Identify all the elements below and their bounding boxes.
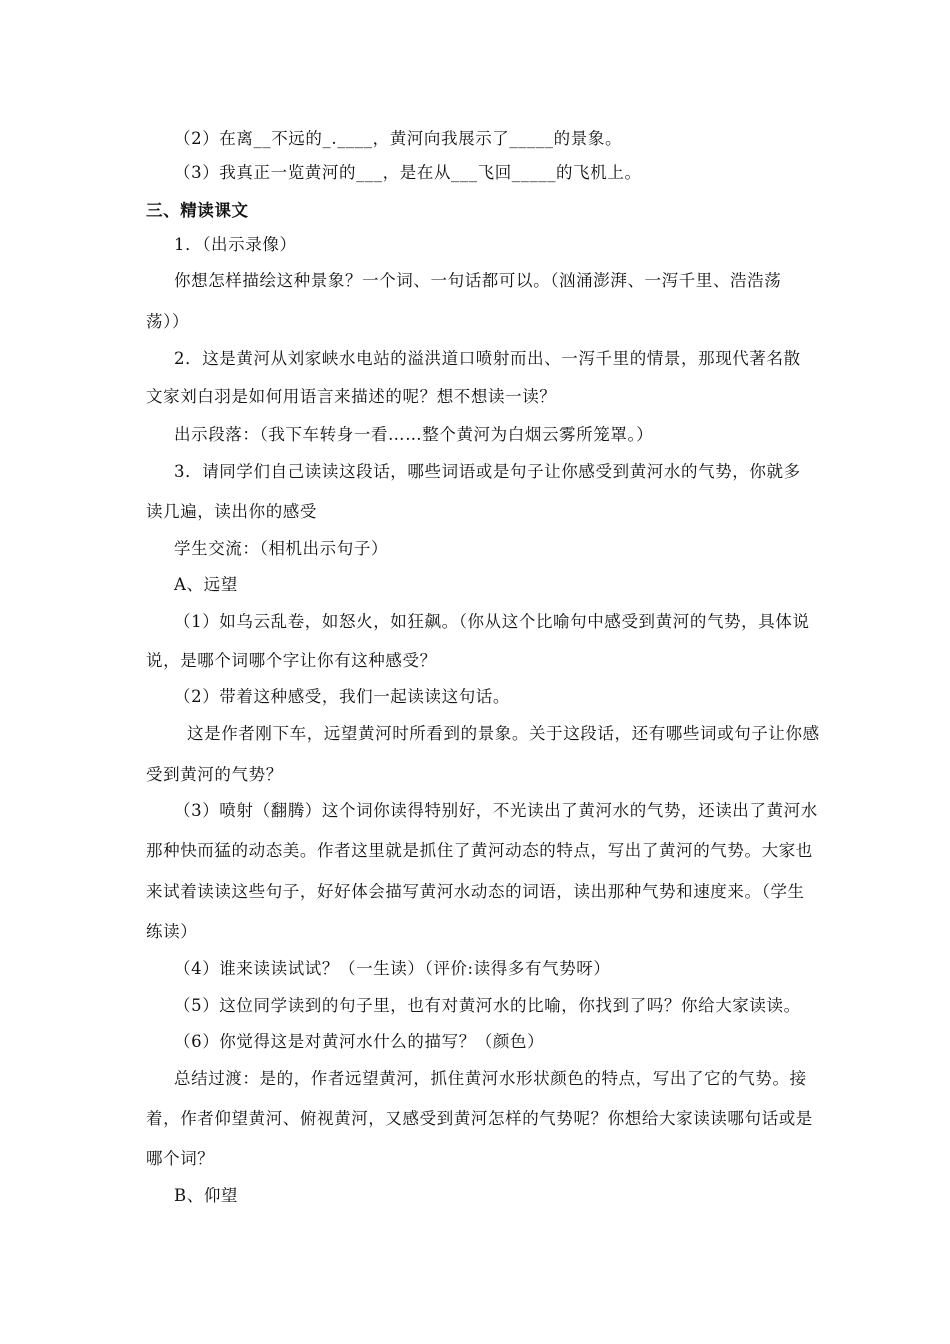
text-line: 这是作者刚下车，远望黄河时所看到的景象。关于这段话，还有哪些词或句子让你感 — [187, 724, 820, 743]
text-line: （1）如乌云乱卷，如怒火，如狂飙。（你从这个比喻句中感受到黄河的气势，具体说 — [174, 612, 810, 631]
text-line: 文家刘白羽是如何用语言来描述的呢？想不想读一读？ — [146, 387, 557, 406]
text-line: 总结过渡：是的，作者远望黄河，抓住黄河水形状颜色的特点，写出了它的气势。接 — [174, 1069, 807, 1088]
text-line: （6）你觉得这是对黄河水什么的描写？（颜色） — [174, 1032, 545, 1051]
text-line: 2．这是黄河从刘家峡水电站的溢洪道口喷射而出、一泻千里的情景，那现代著名散 — [174, 349, 801, 368]
text-line: 哪个词？ — [146, 1149, 215, 1168]
text-line: 来试着读读这些句子，好好体会描写黄河水动态的词语，读出那种气势和速度来。（学生 — [146, 882, 805, 901]
text-line: 练读） — [146, 922, 198, 941]
text-line: 你想怎样描绘这种景象？一个词、一句话都可以。（汹涌澎湃、一泻千里、浩浩荡 — [174, 271, 782, 290]
text-line: 说，是哪个词哪个字让你有这种感受？ — [146, 651, 437, 670]
text-line: （5）这位同学读到的句子里，也有对黄河水的比喻，你找到了吗？你给大家读读。 — [174, 996, 801, 1015]
text-line: （2）在离__不远的_.____，黄河向我展示了_____的景象。 — [174, 129, 623, 148]
section-heading: 三、精读课文 — [146, 201, 249, 220]
text-line: （4）谁来读读试试？（一生读）（评价:读得多有气势呀） — [174, 959, 611, 978]
text-line: 1．（出示录像） — [174, 235, 297, 254]
text-line: 3．请同学们自己读读这段话，哪些词语或是句子让你感受到黄河水的气势，你就多 — [174, 462, 801, 481]
text-line: 学生交流：（相机出示句子） — [174, 539, 389, 558]
text-line: 读几遍，读出你的感受 — [146, 502, 317, 521]
text-line: 受到黄河的气势？ — [146, 765, 283, 784]
text-line: （3）喷射（翻腾）这个词你读得特别好，不光读出了黄河水的气势，还读出了黄河水 — [174, 801, 818, 820]
text-line: （3）我真正一览黄河的___，是在从___飞回_____的飞机上。 — [174, 163, 642, 182]
text-line: A、远望 — [174, 575, 238, 594]
text-line: B、仰望 — [174, 1186, 239, 1205]
text-line: 出示段落：（我下车转身一看……整个黄河为白烟云雾所笼罩。） — [174, 425, 654, 444]
text-line: 荡）） — [146, 312, 190, 331]
text-line: （2）带着这种感受，我们一起读读这句话。 — [174, 687, 510, 706]
text-line: 着，作者仰望黄河、俯视黄河，又感受到黄河怎样的气势呢？你想给大家读读哪句话或是 — [146, 1109, 813, 1128]
text-line: 那种快而猛的动态美。作者这里就是抓住了黄河动态的特点，写出了黄河的气势。大家也 — [146, 841, 813, 860]
